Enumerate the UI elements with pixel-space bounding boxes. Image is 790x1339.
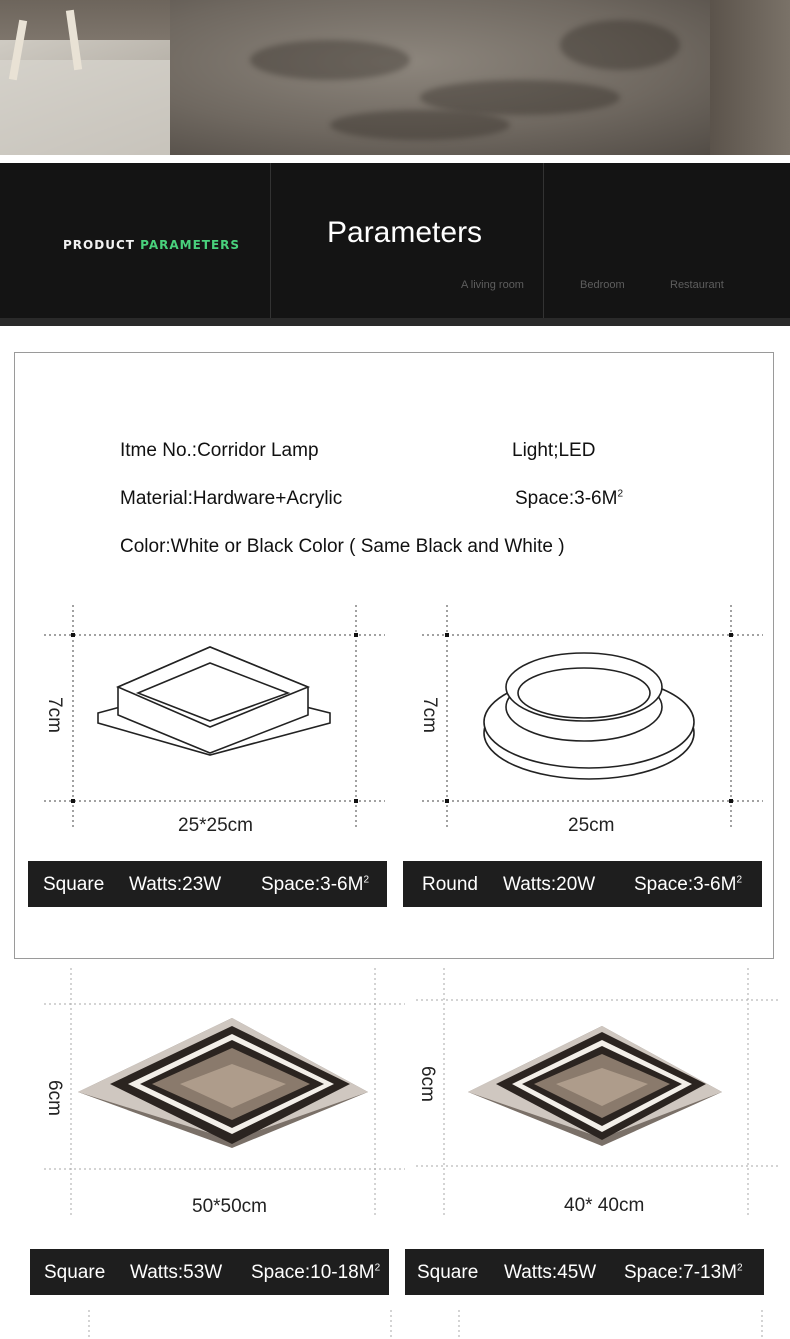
bar-space: $Space:3-6M^2$	[261, 874, 370, 895]
bar-shape: Square	[417, 1262, 479, 1283]
bar-space: $Space:10-18M^2$	[251, 1262, 381, 1283]
banner-title-accent: PARAMETERS	[140, 238, 241, 252]
bar-shape: Square	[44, 1262, 106, 1283]
banner-heading: Parameters	[327, 216, 483, 249]
spec-bar-square-53w	[30, 1249, 389, 1295]
bar-space: $Space:3-6M^2$	[634, 874, 743, 895]
room-label-living: A living room	[461, 279, 524, 291]
large-square-lamp-drawing	[40, 968, 405, 1218]
bar-watts: Watts:23W	[129, 874, 222, 895]
medium-square-lamp-drawing	[416, 968, 778, 1218]
parameters-banner	[0, 163, 790, 326]
banner-title	[63, 238, 240, 252]
square-lamp-drawing	[40, 605, 385, 830]
large-square-lamp-size: 50*50cm	[192, 1196, 267, 1217]
spec-bar-round-20w	[403, 861, 762, 907]
spec-material: Material:Hardware+Acrylic	[120, 488, 343, 509]
bedroom-photo	[0, 0, 790, 155]
spec-color: Color:White or Black Color ( Same Black and White )	[120, 536, 565, 557]
banner-title-prefix: PRODUCT	[63, 238, 135, 252]
bar-space: $Space:7-13M^2$	[624, 1262, 743, 1283]
medium-square-lamp-size: 40* 40cm	[564, 1195, 645, 1216]
bar-shape: Square	[43, 874, 105, 895]
large-square-lamp-height: 6cm	[44, 1080, 65, 1116]
bar-watts: Watts:53W	[130, 1262, 223, 1283]
round-lamp-size: 25cm	[568, 815, 615, 836]
square-lamp-size: 25*25cm	[178, 815, 253, 836]
room-label-restaurant: Restaurant	[670, 279, 724, 291]
spec-space: $Space:3-6M^2$	[515, 488, 624, 509]
bar-watts: Watts:45W	[504, 1262, 597, 1283]
bar-shape: Round	[422, 874, 478, 895]
round-lamp-drawing	[418, 605, 763, 830]
room-label-bedroom: Bedroom	[580, 279, 625, 291]
spec-bar-square-45w	[405, 1249, 764, 1295]
square-lamp-height: 7cm	[44, 697, 65, 733]
bar-watts: Watts:20W	[503, 874, 596, 895]
medium-square-lamp-height: 6cm	[417, 1066, 438, 1102]
bottom-guides	[0, 1310, 790, 1339]
round-lamp-height: 7cm	[419, 697, 440, 733]
spec-item-no: Itme No.:Corridor Lamp	[120, 440, 319, 461]
spec-light: Light;LED	[512, 440, 596, 461]
spec-bar-square-23w	[28, 861, 387, 907]
